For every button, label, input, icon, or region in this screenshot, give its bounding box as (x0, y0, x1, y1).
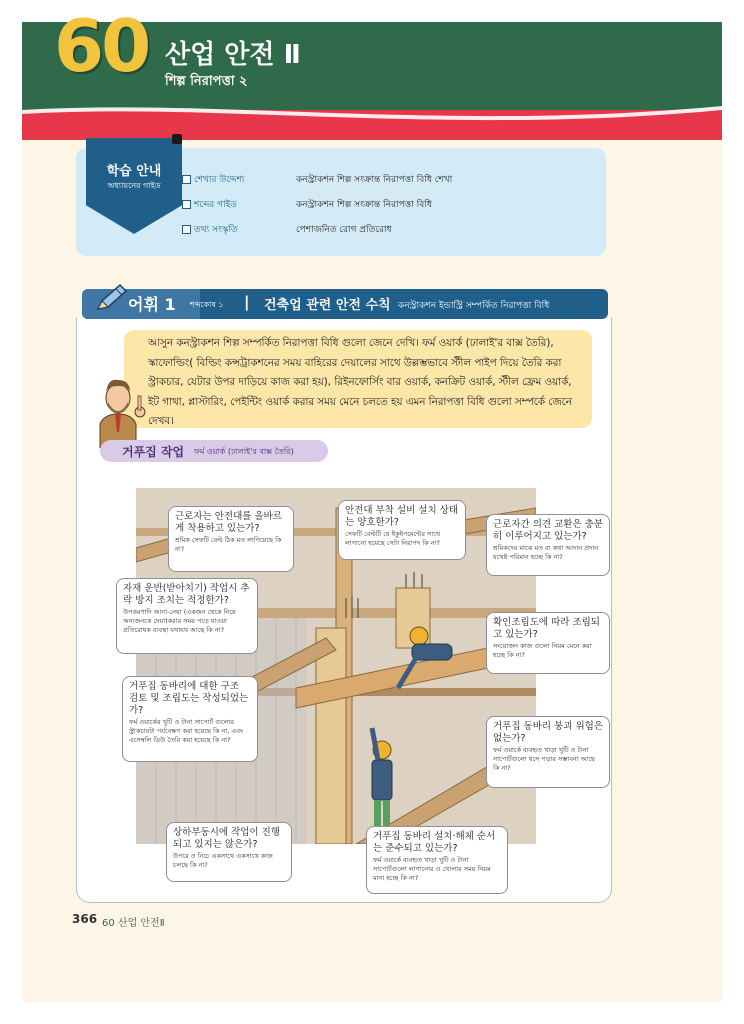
bubble-question: 상하부동시에 작업이 진행되고 있지는 않은가? (173, 827, 280, 850)
bubble-answer: শ্রমিকদের মাঝে মত বা কথা আদান প্রদান যথেষ্ট পরিমান হচ্ছে কি না? (493, 544, 599, 561)
bubble-answer: উপকরণাদি আনা-নেয়া (একজন থেকে নিয়ে অন্যজনকে দেয়া)করার সময় পড়ে যাওয়া প্রতিরোধক ব্যবস্থা যথাযথ আছে কি না? (123, 608, 236, 634)
bubble-answer: উপরে ও নিচে একসাথে একসাথে কাজ চলছে কি না? (173, 852, 273, 869)
checkpoint-bubble (116, 578, 258, 654)
vocab-sub: শব্দকোষ ১ (190, 300, 224, 309)
guide-label: তথ্য সংস্কৃতি (194, 225, 238, 235)
guide-label: শব্দের গাইড (194, 200, 237, 210)
bubble-answer: ফর্ম ওয়ার্কের খুটি ও টানা সাপোর্ট গুলোর স্ট্রাকচারটা পর্যবেক্ষণ করা হয়েছে কি না, এবং এসেম্বলি ডিউ তৈরি করা হয়েছে কি না? (129, 718, 243, 744)
vocab-separator: | (244, 293, 250, 311)
guide-value: কনস্ট্রাকশন শিল্প সংক্রান্ত নিরাপত্তা বিধি শেখা (296, 175, 453, 185)
formwork-title: 거푸집 작업 (122, 445, 185, 459)
vocab-title-bn: কনস্ট্রাকশন ইন্ডাস্ট্রি সম্পর্কিত নিরাপত্তা বিধি (398, 301, 550, 311)
footer-title: 60 산업 안전Ⅱ (102, 918, 165, 929)
guide-value: পেশাজনিত রোগ প্রতিরোধ (296, 225, 392, 235)
checkbox-icon (182, 200, 191, 209)
checkpoint-bubble (122, 676, 258, 762)
bubble-answer: ফর্ম ওয়ার্কে ব্যবহৃত খাড়া খুটি ও টানা সাপোর্টগুলো লাগানোর ও খোলার সময় নিয়ম মানা হচ্ছে কি না? (373, 856, 491, 882)
bubble-question: 안전대 부착 설비 설치 상태는 양호한가? (345, 505, 459, 528)
checkpoint-bubble (338, 500, 466, 560)
teacher-illustration (92, 368, 148, 448)
page-subtitle: শিল্প নিরাপত্তা ২ (165, 74, 248, 89)
checkpoint-bubble (486, 612, 610, 674)
page-number: 366 (72, 912, 98, 926)
bubble-question: 거푸집 동바리 설치·해체 순서는 준수되고 있는가? (373, 831, 496, 854)
guide-row-culture (182, 222, 238, 237)
bubble-question: 근로자간 의견 교환은 충분히 이루어지고 있는가? (493, 519, 604, 542)
bubble-answer: সেফটি বেল্টটি যে ইকুইপমেন্টের সাথে লাগানো হয়েছে সেটা নিরাপদ কি না? (345, 530, 441, 547)
checkpoint-bubble (168, 506, 294, 572)
checkbox-icon (182, 175, 191, 184)
bubble-answer: ফর্ম ওয়ার্কে ব্যবহৃত খাড়া খুটি ও টানা সাপোর্টগুলো ধসে পড়ার সম্ভাবনা আছে কি না? (493, 746, 595, 772)
page-title: 산업 안전 Ⅱ (165, 40, 301, 70)
guide-value: কনস্ট্রাকশন শিল্প সংক্রান্ত নিরাপত্তা বিধি (296, 200, 432, 210)
bubble-question: 거푸집 동바리 붕괴 위험은 없는가? (493, 721, 604, 744)
bubble-answer: শ্রমিক সেফটি বেল্ট ঠিক মত লাগিয়েছে কি না? (175, 536, 282, 553)
bubble-question: 자재 운반(받아치기) 작업시 추락 방지 조치는 적정한가? (123, 583, 250, 606)
checkpoint-bubble (166, 822, 292, 882)
study-guide-title: 학습 안내 (106, 164, 162, 179)
checkpoint-bubble (486, 716, 610, 788)
intro-text: আসুন কনস্ট্রাকশন শিল্প সম্পর্কিত নিরাপত্তা বিধি গুলো জেনে দেখি। ফর্ম ওয়ার্ক (ঢালাই'র বাক্স তৈরি), স্কাফোল্ডিং( বিল্ডিং কন্সট্রাকশনের সময় বাহিরের দেয়ালের সাথে উল্লম্ভভাবে স্টীল পাইপ দিয়ে তৈরি করা স্ট্রাকচার, যেটার উপর দাড়িয়ে কাজ করা হয়), রিইনফোর্সিং বার ওয়ার্ক, কনক্রিট ওয়ার্ক, স্টীল ফ্রেম ওয়ার্ক, ইট গাথা, প্লাস্টারিং, পেইন্টিং ওয়ার্ক করার সময় মেনে চলতে হয় এমন নিরাপত্তা বিধি গুলো সম্পর্কে জেনে দেখব। (148, 337, 572, 427)
formwork-subtitle: ফর্ম ওয়ার্ক (ঢালাই'র বাক্স তৈরি) (194, 447, 294, 456)
formwork-section-label (100, 440, 328, 462)
guide-label: শেখার উদ্দেশ্য (194, 175, 245, 185)
checkpoint-bubble (366, 826, 508, 894)
bubble-question: 거푸집 동바리에 대한 구조 검토 및 조립도는 작성되었는가? (129, 681, 249, 716)
tab-corner (172, 134, 182, 144)
study-guide-subtitle: অধ্যায়নের গাইড (107, 181, 161, 190)
lesson-number: 60 (54, 4, 149, 88)
pencil-icon (94, 283, 128, 313)
bubble-question: 확인조립도에 따라 조립되고 있는가? (493, 617, 600, 640)
guide-row-vocab (182, 197, 237, 212)
bubble-question: 근로자는 안전대를 올바르게 착용하고 있는가? (175, 511, 282, 534)
checkpoint-bubble (486, 514, 610, 576)
bubble-answer: সংযোজন কাজ গুলো নিয়ম মেনে করা হচ্ছে কি না? (493, 642, 592, 659)
vocab-title: 건축업 관련 안전 수칙 (264, 298, 391, 313)
checkbox-icon (182, 225, 191, 234)
guide-row-objective (182, 172, 245, 187)
vocab-label: 어휘 1 (128, 295, 176, 314)
